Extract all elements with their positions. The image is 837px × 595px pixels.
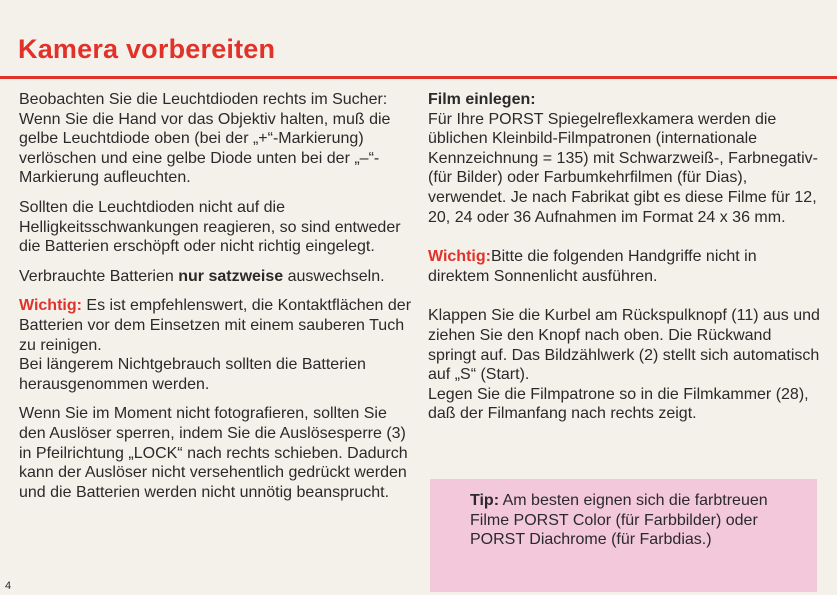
tip-body: Am besten eignen sich die farbtreuen Filme PORST Color (für Farbbilder) oder PORST Diachrome (für Farbdias.) [470, 492, 768, 549]
film-loading-section [428, 90, 820, 227]
page-title: Kamera vorbereiten [18, 34, 276, 64]
storage-note: Bei längerem Nichtgebrauch sollten die Batterien herausgenommen werden. [19, 356, 366, 393]
important-label-right: Wichtig: [428, 248, 491, 266]
battery-replace-paragraph [19, 267, 414, 287]
tip-box [430, 479, 817, 592]
title-rule [0, 76, 837, 79]
important-label-left: Wichtig: [19, 297, 82, 315]
film-loading-heading: Film einlegen: [428, 91, 536, 108]
battery-replace-text-end: auswechseln. [283, 267, 385, 285]
insert-cartridge-paragraph: Legen Sie die Filmpatrone so in die Filmkammer (28), daß der Filmanfang nach rechts zeigt. [428, 385, 809, 423]
left-column [19, 90, 414, 512]
battery-replace-text: Verbrauchte Batterien [19, 267, 179, 285]
shutter-lock-paragraph: Wenn Sie im Moment nicht fotografieren, sollten Sie den Auslöser sperren, indem Sie die Auslösesperre (3) in Pfeilrichtung „LOCK“ nach rechts schieben. Dadurch kann der Auslöser nicht versehentlich gedrückt werden und die Batterien werden nicht unnötig beansprucht. [19, 405, 408, 501]
page-number: 4 [5, 580, 12, 592]
led-paragraph: Beobachten Sie die Leuchtdioden rechts im Sucher: Wenn Sie die Hand vor das Objektiv halten, muß die gelbe Leuchtdiode oben (bei der „+“-Markierung) verlöschen und eine gelbe Diode unten bei der „–“-Markierung aufleuchten. [19, 91, 391, 187]
battery-replace-emphasis: nur satzweise [178, 267, 284, 285]
important-text-right: Bitte die folgenden Handgriffe nicht in direktem Sonnenlicht ausführen. [428, 248, 757, 285]
rewind-knob-paragraph: Klappen Sie die Kurbel am Rückspulknopf (11) aus und ziehen Sie den Knopf nach oben. Die Rückwand springt auf. Das Bildzählwerk (2) stellt sich automatisch auf „S“ (Start). [428, 307, 820, 384]
led-troubleshoot-paragraph: Sollten die Leuchtdioden nicht auf die Helligkeitsschwankungen reagieren, so sind entweder die Batterien erschöpft oder nicht richtig eingelegt. [19, 198, 401, 256]
important-note-right [428, 247, 820, 286]
right-column [428, 90, 820, 434]
film-loading-text: Für Ihre PORST Spiegelreflexkamera werden die üblichen Kleinbild-Filmpatronen (internationale Kennzeichnung = 135) mit Schwarzweiß-, Farbnegativ- (für Bilder) oder Farbumkehrfilmen (für Dias), verwendet. Je nach Fabrikat gibt es diese Filme für 12, 20, 24 oder 36 Aufnahmen im Format 24 x 36 mm. [428, 110, 818, 226]
important-text-left: Es ist empfehlenswert, die Kontaktflächen der Batterien vor dem Einsetzen mit einem sauberen Tuch zu reinigen. [19, 297, 412, 354]
tip-label: Tip: [470, 492, 500, 509]
tip-text [470, 491, 770, 550]
important-note-left [19, 296, 414, 355]
